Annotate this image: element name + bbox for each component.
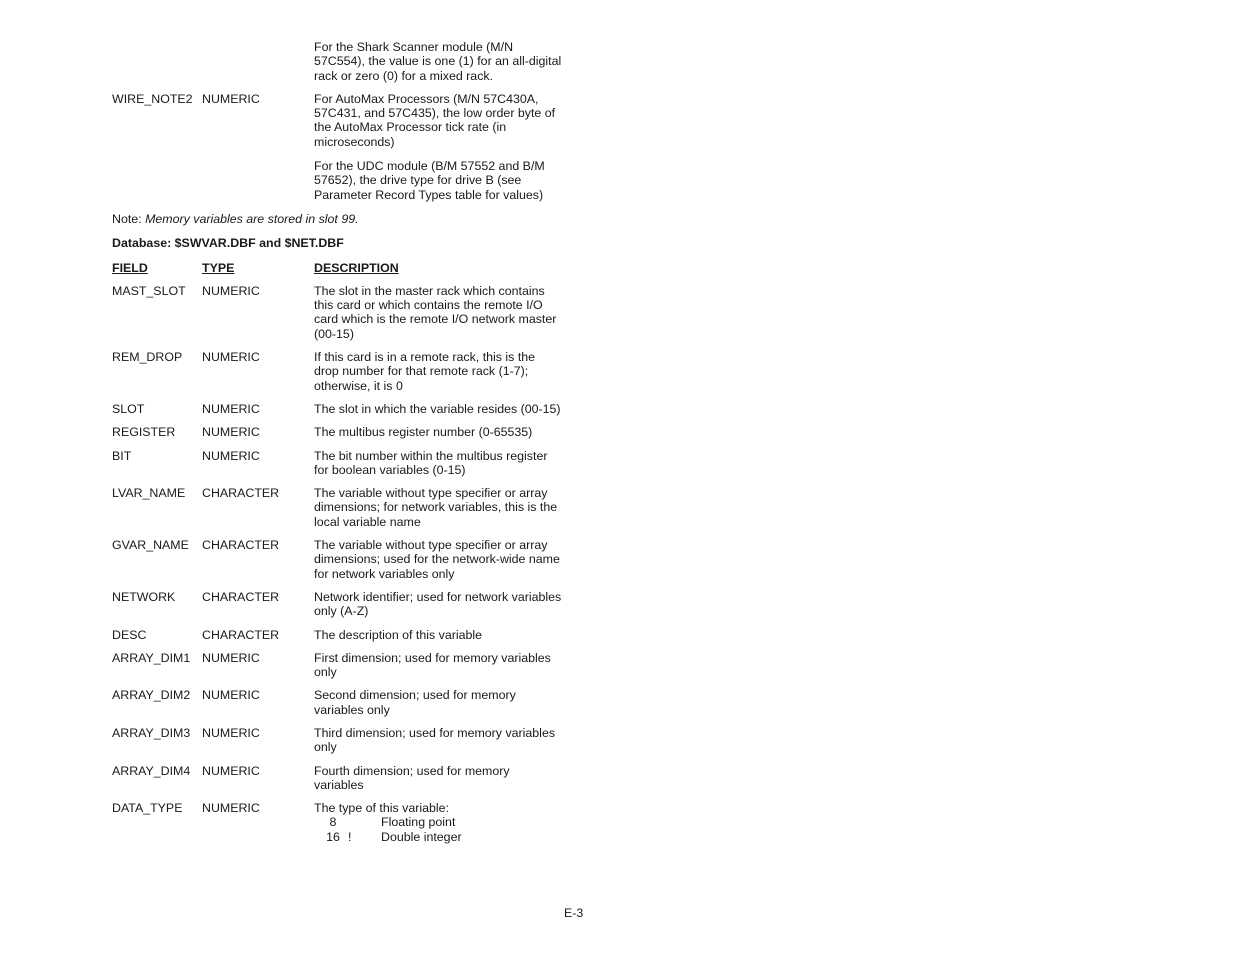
field-type: CHARACTER bbox=[202, 538, 280, 553]
field-name: BIT bbox=[112, 448, 132, 463]
table-row bbox=[112, 449, 572, 478]
field-name: GVAR_NAME bbox=[112, 538, 189, 553]
field-type: CHARACTER bbox=[202, 627, 280, 642]
description-cell bbox=[314, 350, 562, 393]
value-code: 16 bbox=[326, 829, 340, 844]
description-cell bbox=[314, 486, 562, 529]
field-type: NUMERIC bbox=[202, 448, 260, 463]
table-body bbox=[112, 284, 572, 801]
description-cell bbox=[314, 425, 562, 439]
field-name: NETWORK bbox=[112, 589, 176, 604]
header-field: FIELD bbox=[112, 260, 148, 275]
field-name: SLOT bbox=[112, 401, 145, 416]
table-row bbox=[112, 590, 572, 619]
table-row bbox=[112, 425, 572, 439]
description-cell bbox=[314, 40, 562, 83]
description-cell bbox=[314, 284, 562, 341]
field-name: REM_DROP bbox=[112, 350, 183, 365]
note-label: Note: bbox=[112, 211, 146, 226]
field-type: CHARACTER bbox=[202, 589, 280, 604]
table-row bbox=[112, 726, 572, 755]
field-name: LVAR_NAME bbox=[112, 486, 186, 501]
table-row bbox=[112, 284, 572, 341]
table-row bbox=[112, 350, 572, 393]
field-description: If this card is in a remote rack, this is the drop number for that remote rack (1-7); otherwise, it is 0 bbox=[314, 350, 536, 393]
database-title: Database: $SWVAR.DBF and $NET.DBF bbox=[112, 236, 344, 251]
field-name: MAST_SLOT bbox=[112, 283, 186, 298]
field-type: NUMERIC bbox=[202, 283, 260, 298]
header-type: TYPE bbox=[202, 260, 235, 275]
note-text: Memory variables are stored in slot 99. bbox=[145, 211, 359, 226]
field-type: NUMERIC bbox=[202, 350, 260, 365]
field-type: NUMERIC bbox=[202, 725, 260, 740]
description-cell bbox=[314, 449, 562, 478]
data-type-description: The type of this variable: bbox=[314, 801, 449, 816]
field-type: NUMERIC bbox=[202, 401, 260, 416]
description-cell bbox=[314, 651, 562, 680]
field-name: ARRAY_DIM2 bbox=[112, 688, 191, 703]
data-type-value bbox=[314, 830, 562, 844]
memory-note bbox=[112, 212, 572, 226]
value-symbol: ! bbox=[348, 829, 352, 844]
udc-description: For the UDC module (B/M 57552 and B/M 57652), the drive type for drive B (see Parameter Record Types table for values) bbox=[314, 159, 545, 202]
field-type: NUMERIC bbox=[202, 801, 260, 816]
field-type: NUMERIC bbox=[202, 688, 260, 703]
field-description: The multibus register number (0-65535) bbox=[314, 425, 533, 440]
field-name: DATA_TYPE bbox=[112, 801, 183, 816]
description-cell bbox=[314, 538, 562, 581]
table-row bbox=[112, 651, 572, 680]
table-header bbox=[112, 261, 572, 275]
description-cell bbox=[314, 726, 562, 755]
description-cell bbox=[314, 590, 562, 619]
table-row bbox=[112, 688, 572, 717]
value-code: 8 bbox=[329, 815, 337, 830]
field-name: DESC bbox=[112, 627, 147, 642]
field-name: ARRAY_DIM1 bbox=[112, 650, 191, 665]
field-type: NUMERIC bbox=[202, 650, 260, 665]
field-type: NUMERIC bbox=[202, 763, 260, 778]
field-description: The variable without type specifier or array dimensions; for network variables, this is the local variable name bbox=[314, 486, 558, 529]
table-row bbox=[112, 402, 572, 416]
field-name: WIRE_NOTE2 bbox=[112, 91, 193, 106]
description-cell bbox=[314, 801, 562, 844]
description-cell bbox=[314, 402, 562, 416]
field-name: ARRAY_DIM4 bbox=[112, 763, 191, 778]
table-row bbox=[112, 486, 572, 529]
field-name: REGISTER bbox=[112, 425, 176, 440]
table-row-data-type bbox=[112, 801, 572, 844]
field-description: The variable without type specifier or array dimensions; used for the network-wide name for network variables only bbox=[314, 538, 560, 581]
shark-scanner-description: For the Shark Scanner module (M/N 57C554), the value is one (1) for an all-digital rack or zero (0) for a mixed rack. bbox=[314, 40, 562, 83]
value-label: Floating point bbox=[381, 815, 456, 830]
field-type: NUMERIC bbox=[202, 425, 260, 440]
description-cell bbox=[314, 688, 562, 717]
automax-description: For AutoMax Processors (M/N 57C430A, 57C431, and 57C435), the low order byte of the AutoMax Processor tick rate (in microseconds) bbox=[314, 91, 556, 149]
field-description: Fourth dimension; used for memory variables bbox=[314, 763, 510, 792]
field-description: Second dimension; used for memory variables only bbox=[314, 688, 516, 717]
field-description: First dimension; used for memory variables only bbox=[314, 650, 551, 680]
field-name: ARRAY_DIM3 bbox=[112, 725, 191, 740]
field-description: The slot in which the variable resides (00-15) bbox=[314, 401, 561, 416]
table-row bbox=[112, 628, 572, 642]
description-cell bbox=[314, 764, 562, 793]
field-type: NUMERIC bbox=[202, 91, 260, 106]
field-type: CHARACTER bbox=[202, 486, 280, 501]
field-description: The slot in the master rack which contains this card or which contains the remote I/O card which is the remote I/O network master (00-15) bbox=[314, 283, 557, 341]
description-cell bbox=[314, 92, 562, 202]
field-description: Third dimension; used for memory variables only bbox=[314, 725, 556, 755]
value-label: Double integer bbox=[381, 829, 462, 844]
document-page bbox=[112, 40, 572, 844]
table-row bbox=[112, 764, 572, 793]
table-row bbox=[112, 538, 572, 581]
field-description: The bit number within the multibus register for boolean variables (0-15) bbox=[314, 448, 548, 477]
field-description: Network identifier; used for network variables only (A-Z) bbox=[314, 589, 562, 619]
page-number: E-3 bbox=[564, 906, 584, 920]
field-description: The description of this variable bbox=[314, 627, 483, 642]
description-cell bbox=[314, 628, 562, 642]
header-description: DESCRIPTION bbox=[314, 260, 399, 275]
data-type-value bbox=[314, 815, 562, 829]
table-row-wire-note2 bbox=[112, 92, 572, 202]
continuation-row bbox=[112, 40, 572, 83]
